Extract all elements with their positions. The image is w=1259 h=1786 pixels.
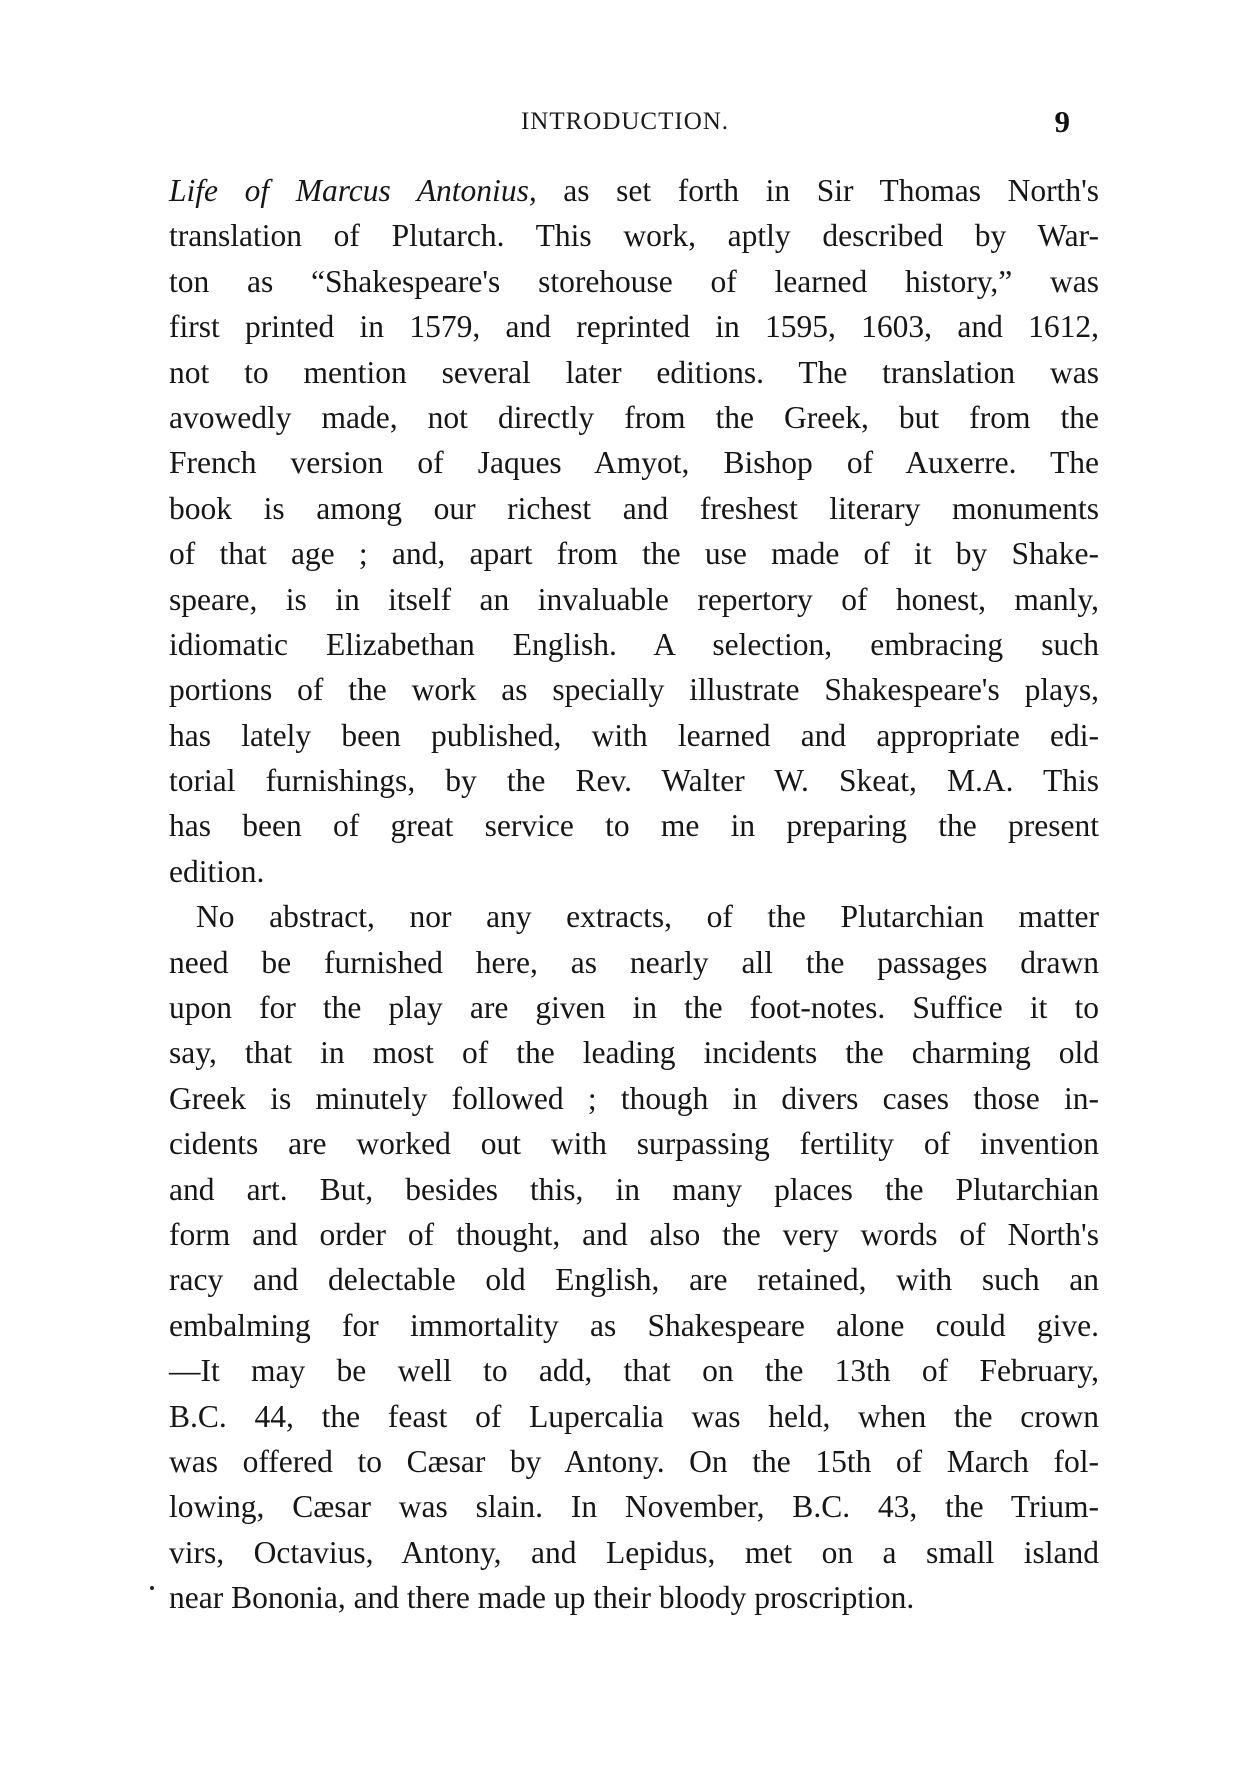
text-line: was offered to Cæsar by Antony. On the 15th of March fol- xyxy=(169,1443,1099,1479)
text-line: has been of great service to me in preparing the present xyxy=(169,808,1099,844)
italic-title: Life of Marcus Antonius, xyxy=(169,173,537,208)
text-line: upon for the play are given in the foot-notes. Suffice it to xyxy=(169,990,1099,1026)
text-line: torial furnishings, by the Rev. Walter W. Skeat, M.A. This xyxy=(169,763,1099,799)
text-line: No abstract, nor any extracts, of the Plutarchian matter xyxy=(196,899,1099,935)
text-line: say, that in most of the leading incidents the charming old xyxy=(169,1035,1099,1071)
text-line: virs, Octavius, Antony, and Lepidus, met on a small island xyxy=(169,1534,1099,1570)
text-line: —It may be well to add, that on the 13th of February, xyxy=(169,1353,1099,1389)
text-line: book is among our richest and freshest literary monuments xyxy=(169,490,1099,526)
text-line: racy and delectable old English, are retained, with such an xyxy=(169,1262,1099,1298)
text-line: lowing, Cæsar was slain. In November, B.C. 43, the Trium- xyxy=(169,1489,1099,1525)
text-line: avowedly made, not directly from the Greek, but from the xyxy=(169,399,1099,435)
text-line: B.C. 44, the feast of Lupercalia was held, when the crown xyxy=(169,1398,1099,1434)
text-line: portions of the work as specially illustrate Shakespeare's plays, xyxy=(169,672,1099,708)
text-line: edition. xyxy=(169,853,265,889)
paragraph xyxy=(169,168,1099,894)
text-line: first printed in 1579, and reprinted in 1595, 1603, and 1612, xyxy=(169,309,1099,345)
running-title: INTRODUCTION. xyxy=(520,108,730,135)
text-line: form and order of thought, and also the very words of North's xyxy=(169,1216,1099,1252)
text-line: near Bononia, and there made up their bloody proscription. xyxy=(169,1580,915,1616)
text-line: need be furnished here, as nearly all the passages drawn xyxy=(169,944,1099,980)
running-head xyxy=(150,102,1100,142)
body-text xyxy=(169,168,1099,1621)
text-line: Greek is minutely followed ; though in divers cases those in- xyxy=(169,1080,1099,1116)
text-line: of that age ; and, apart from the use made of it by Shake- xyxy=(169,536,1099,572)
text-line: idiomatic Elizabethan English. A selection, embracing such xyxy=(169,626,1099,662)
margin-mark xyxy=(150,1586,154,1590)
text-line: embalming for immortality as Shakespeare alone could give. xyxy=(169,1307,1099,1343)
text-line: cidents are worked out with surpassing fertility of invention xyxy=(169,1126,1099,1162)
paragraph xyxy=(169,894,1099,1620)
text-line: and art. But, besides this, in many places the Plutarchian xyxy=(169,1171,1099,1207)
text-line: not to mention several later editions. The translation was xyxy=(169,354,1099,390)
text-line: ton as “Shakespeare's storehouse of learned history,” was xyxy=(169,263,1099,299)
text-line: Life of Marcus Antonius, as set forth in Sir Thomas North's xyxy=(169,173,1099,208)
text-line: translation of Plutarch. This work, aptly described by War- xyxy=(169,218,1099,254)
text-line: speare, is in itself an invaluable repertory of honest, manly, xyxy=(169,581,1099,617)
page-number: 9 xyxy=(1054,104,1070,139)
text-line: has lately been published, with learned and appropriate edi- xyxy=(169,717,1099,753)
text-line: French version of Jaques Amyot, Bishop of Auxerre. The xyxy=(169,445,1099,481)
